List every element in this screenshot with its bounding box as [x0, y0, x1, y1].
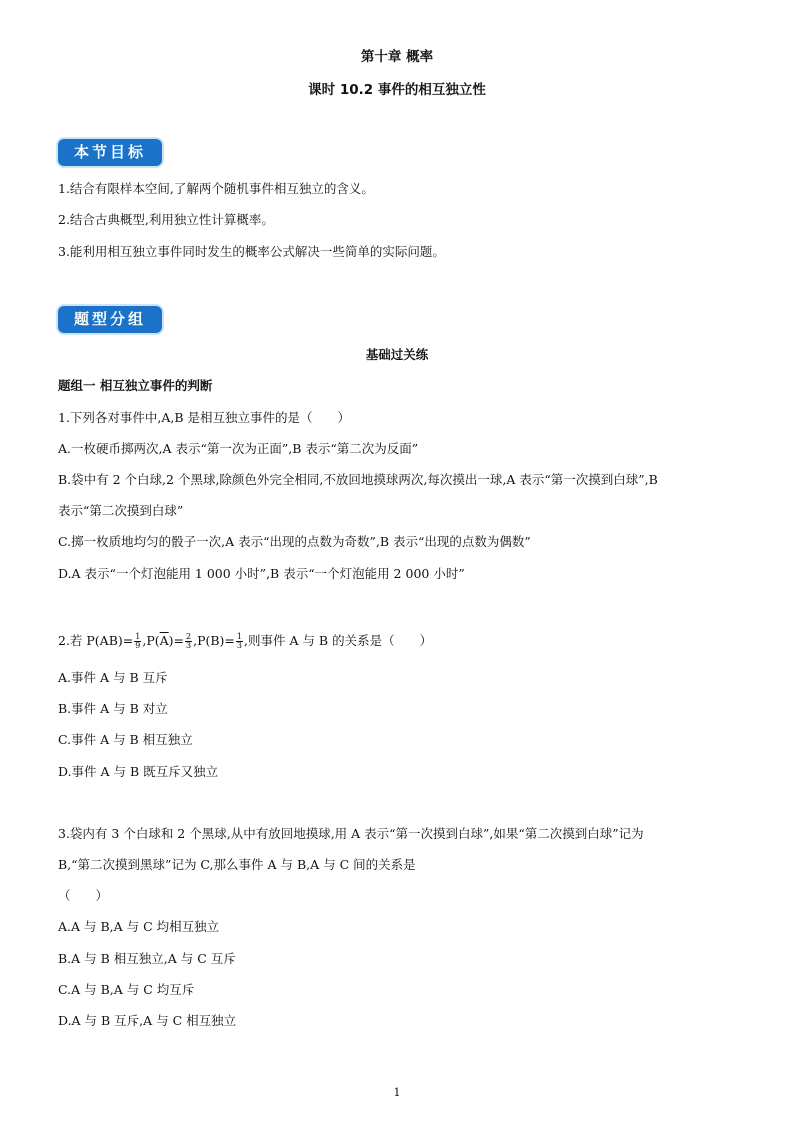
q2-stem-post: ,则事件 A 与 B 的关系是（ ）: [244, 633, 433, 648]
q1-stem: 1.下列各对事件中,A,B 是相互独立事件的是（ ）: [58, 410, 351, 425]
q1-option-d: D.A 表示“一个灯泡能用 1 000 小时”,B 表示“一个灯泡能用 2 000 小时”: [58, 566, 465, 581]
q2-stem-pre: 2.若 P(AB)=: [58, 633, 134, 648]
q2-option-d: D.事件 A 与 B 既互斥又独立: [58, 764, 219, 779]
q3-option-c: C.A 与 B,A 与 C 均互斥: [58, 982, 195, 997]
page-number: 1: [393, 1086, 401, 1099]
groups-badge: 题型分组: [58, 306, 162, 333]
q2-option-a: A.事件 A 与 B 互斥: [58, 670, 168, 685]
q2-fraction-3: $\frac{1}{3}$: [236, 632, 242, 650]
goals-badge: 本节目标: [58, 139, 162, 166]
goal-item-2: 2.结合古典概型,利用独立性计算概率。: [58, 212, 274, 227]
q3-option-a: A.A 与 B,A 与 C 均相互独立: [58, 919, 220, 934]
q2-fraction-1: $\frac{1}{9}$: [135, 632, 141, 650]
q2-a-complement: $\overline{A}$: [159, 633, 169, 648]
q2-stem: 2.若 P(AB)= $\frac{1}{9}$ $,P(\overline{A})=$ $\frac{2}{3}$ ,P(B)= $\frac{1}{3}$ ,则事件 A 与 B 的关系是（ ）: [58, 632, 433, 650]
section-subtitle: 基础过关练: [365, 347, 429, 362]
q3-stem-line2: B,“第二次摸到黑球”记为 C,那么事件 A 与 B,A 与 C 间的关系是: [58, 857, 416, 872]
group-title: 题组一 相互独立事件的判断: [58, 378, 213, 393]
goal-item-1: 1.结合有限样本空间,了解两个随机事件相互独立的含义。: [58, 181, 374, 196]
goal-item-3: 3.能利用相互独立事件同时发生的概率公式解决一些简单的实际问题。: [58, 244, 445, 259]
q1-option-b-line2: 表示“第二次摸到白球”: [58, 503, 184, 518]
chapter-title: 第十章 概率: [360, 49, 434, 65]
q3-option-d: D.A 与 B 互斥,A 与 C 相互独立: [58, 1013, 237, 1028]
q3-answer-paren: （ ）: [58, 888, 109, 903]
lesson-title: 课时 10.2 事件的相互独立性: [308, 82, 486, 98]
q1-option-c: C.掷一枚质地均匀的骰子一次,A 表示“出现的点数为奇数”,B 表示“出现的点数为偶数”: [58, 534, 531, 549]
q2-option-b: B.事件 A 与 B 对立: [58, 701, 168, 716]
q2-option-c: C.事件 A 与 B 相互独立: [58, 732, 193, 747]
q3-option-b: B.A 与 B 相互独立,A 与 C 互斥: [58, 951, 236, 966]
q1-option-b-line1: B.袋中有 2 个白球,2 个黑球,除颜色外完全相同,不放回地摸球两次,每次摸出一球,A 表示“第一次摸到白球”,B: [58, 472, 658, 487]
q3-stem-line1: 3.袋内有 3 个白球和 2 个黑球,从中有放回地摸球,用 A 表示“第一次摸到白球”,如果“第二次摸到白球”记为: [58, 826, 644, 841]
q1-option-a: A.一枚硬币掷两次,A 表示“第一次为正面”,B 表示“第二次为反面”: [58, 441, 419, 456]
q2-fraction-2: $\frac{2}{3}$: [186, 632, 192, 650]
